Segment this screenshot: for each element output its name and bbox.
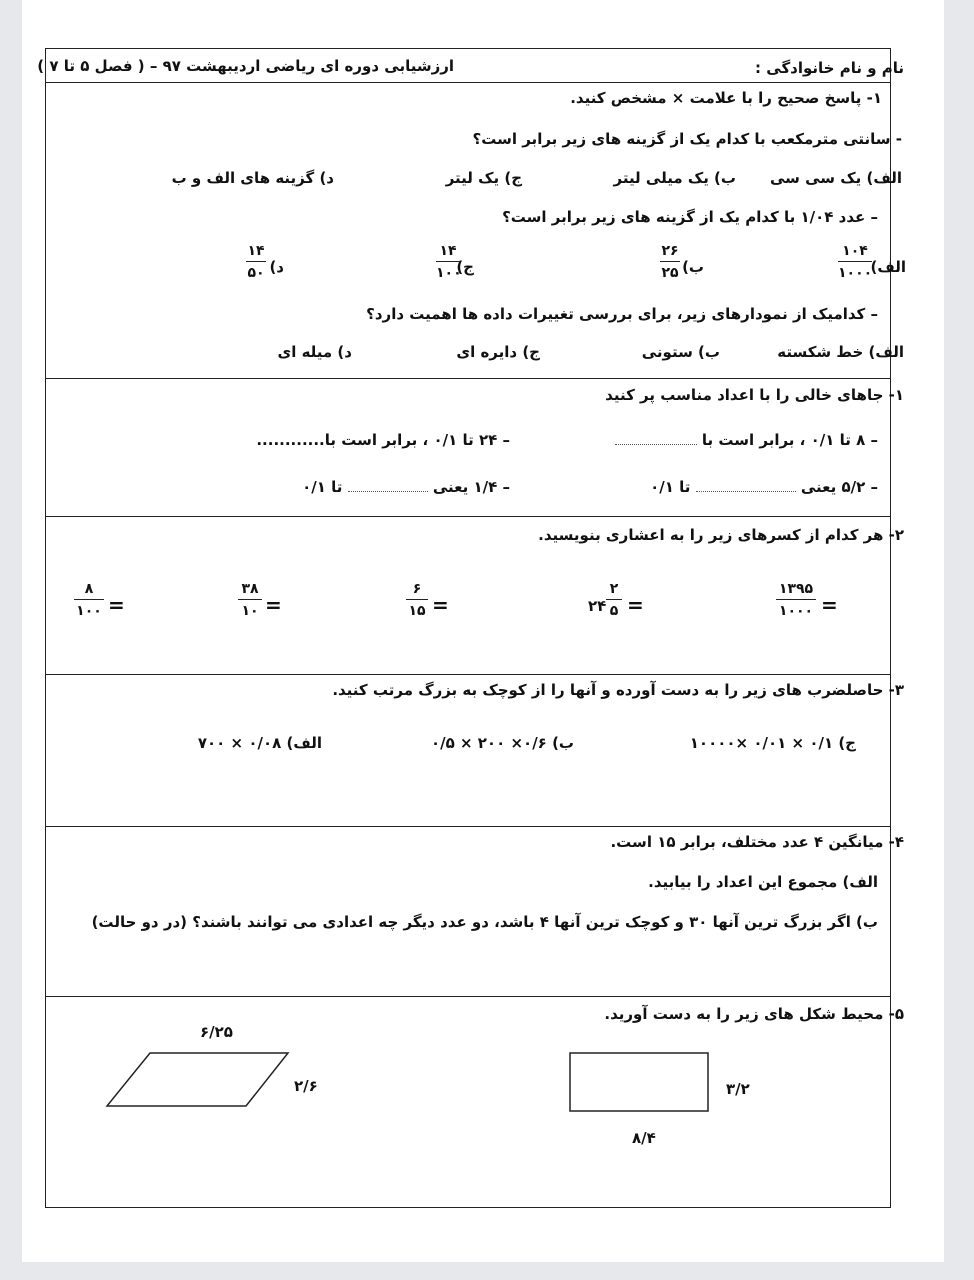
q2-line1-right-text: – ۸ تا ۰/۱ ، برابر است با bbox=[701, 431, 878, 449]
q5-part-a: الف) مجموع این اعداد را بیابید. bbox=[648, 873, 878, 891]
equals-sign: = bbox=[108, 593, 125, 617]
q2-line1-left[interactable]: – ۲۴ تا ۰/۱ ، برابر است با............ bbox=[256, 431, 510, 449]
denominator: ۵ bbox=[609, 603, 619, 619]
q1c-option-d[interactable]: د) میله ای bbox=[277, 343, 352, 361]
student-name-label: نام و نام خانوادگی : bbox=[755, 59, 904, 77]
q1a-option-c[interactable]: ج) یک لیتر bbox=[445, 169, 522, 187]
numerator: ۱۳۹۵ bbox=[778, 581, 814, 597]
q1c-question: – کدامیک از نمودارهای زیر، برای بررسی تغییرات داده ها اهمیت دارد؟ bbox=[366, 305, 878, 323]
q1a-option-b[interactable]: ب) یک میلی لیتر bbox=[613, 169, 736, 187]
denominator: ۱۵ bbox=[408, 603, 426, 619]
q3-title: ۲- هر کدام از کسرهای زیر را به اعشاری بنویسید. bbox=[538, 526, 904, 544]
q1b-option-c-label[interactable]: ج) bbox=[456, 258, 474, 276]
exam-title: ارزشیابی دوره ای ریاضی اردیبهشت ۹۷ – ( فصل ۵ تا ۷ ) bbox=[37, 57, 454, 75]
numerator: ۶ bbox=[412, 581, 422, 597]
numerator: ۳۸ bbox=[241, 581, 259, 597]
parallelogram-shape bbox=[107, 1053, 288, 1106]
q5-title: ۴- میانگین ۴ عدد مختلف، برابر ۱۵ است. bbox=[610, 833, 904, 851]
denominator: ۱۰ bbox=[241, 603, 259, 619]
q2-line2-left-text: – ۱/۴ یعنی bbox=[432, 478, 510, 496]
numerator: ۸ bbox=[84, 581, 94, 597]
numerator: ۱۰۴ bbox=[842, 243, 868, 259]
q1c-option-b[interactable]: ب) ستونی bbox=[641, 343, 720, 361]
q1b-option-d-label[interactable]: د) bbox=[269, 258, 284, 276]
q4-item-b: ب) ۰/۶× ۲۰۰ × ۰/۵ bbox=[430, 734, 574, 752]
q2-line2-right-suffix: تا ۰/۱ bbox=[650, 478, 691, 496]
rectangle-shape bbox=[570, 1053, 708, 1111]
q3-mixed-whole: ۲۴ bbox=[588, 597, 607, 615]
denominator: ۱۰۰۰ bbox=[778, 603, 814, 619]
numerator: ۲۶ bbox=[661, 243, 679, 259]
denominator: ۱۰۰ bbox=[436, 265, 462, 281]
numerator: ۲ bbox=[609, 581, 619, 597]
rectangle-side-label: ۳/۲ bbox=[726, 1080, 750, 1098]
numerator: ۱۴ bbox=[247, 243, 265, 259]
q6-title: ۵- محیط شکل های زیر را به دست آورید. bbox=[604, 1005, 904, 1023]
q5-part-b: ب) اگر بزرگ ترین آنها ۳۰ و کوچک ترین آنها ۴ باشد، دو عدد دیگر چه اعدادی می توانند باشند؟ (در دو حالت) bbox=[91, 913, 878, 931]
equals-sign: = bbox=[432, 593, 449, 617]
q4-item-c: ج) ۰/۱ × ۰/۰۱ ×۱۰۰۰۰ bbox=[689, 734, 856, 752]
q1a-option-a[interactable]: الف) یک سی سی bbox=[769, 169, 902, 187]
denominator: ۱۰۰۰ bbox=[838, 265, 873, 281]
q1b-option-b-label[interactable]: ب) bbox=[682, 258, 704, 276]
denominator: ۲۵ bbox=[661, 265, 679, 281]
rectangle-bottom-label: ۸/۴ bbox=[632, 1129, 656, 1147]
q2-line2-right-text: – ۵/۲ یعنی bbox=[800, 478, 878, 496]
q4-item-a: الف) ۰/۰۸ × ۷۰۰ bbox=[197, 734, 322, 752]
numerator: ۱۴ bbox=[439, 243, 457, 259]
parallelogram-top-label: ۶/۲۵ bbox=[200, 1023, 233, 1041]
denominator: ۵۰ bbox=[247, 265, 265, 281]
q1-title: ۱- پاسخ صحیح را با علامت × مشخص کنید. bbox=[570, 89, 882, 107]
q4-title: ۳- حاصلضرب های زیر را به دست آورده و آنها را از کوچک به بزرگ مرتب کنید. bbox=[332, 681, 904, 699]
parallelogram-side-label: ۲/۶ bbox=[294, 1077, 318, 1095]
equals-sign: = bbox=[627, 593, 644, 617]
q1c-option-a[interactable]: الف) خط شکسته bbox=[777, 343, 904, 361]
equals-sign: = bbox=[821, 593, 838, 617]
q1c-option-c[interactable]: ج) دایره ای bbox=[456, 343, 540, 361]
q1b-question: – عدد ۱/۰۴ با کدام یک از گزینه های زیر برابر است؟ bbox=[502, 208, 878, 226]
equals-sign: = bbox=[265, 593, 282, 617]
denominator: ۱۰۰ bbox=[76, 603, 102, 619]
q1a-question: - سانتی مترمکعب با کدام یک از گزینه های زیر برابر است؟ bbox=[472, 130, 902, 148]
q2-title: ۱- جاهای خالی را با اعداد مناسب پر کنید bbox=[605, 386, 904, 404]
q1b-option-a-label[interactable]: الف) bbox=[870, 258, 906, 276]
q1a-option-d[interactable]: د) گزینه های الف و ب bbox=[171, 169, 334, 187]
q2-line2-left-suffix: تا ۰/۱ bbox=[302, 478, 343, 496]
